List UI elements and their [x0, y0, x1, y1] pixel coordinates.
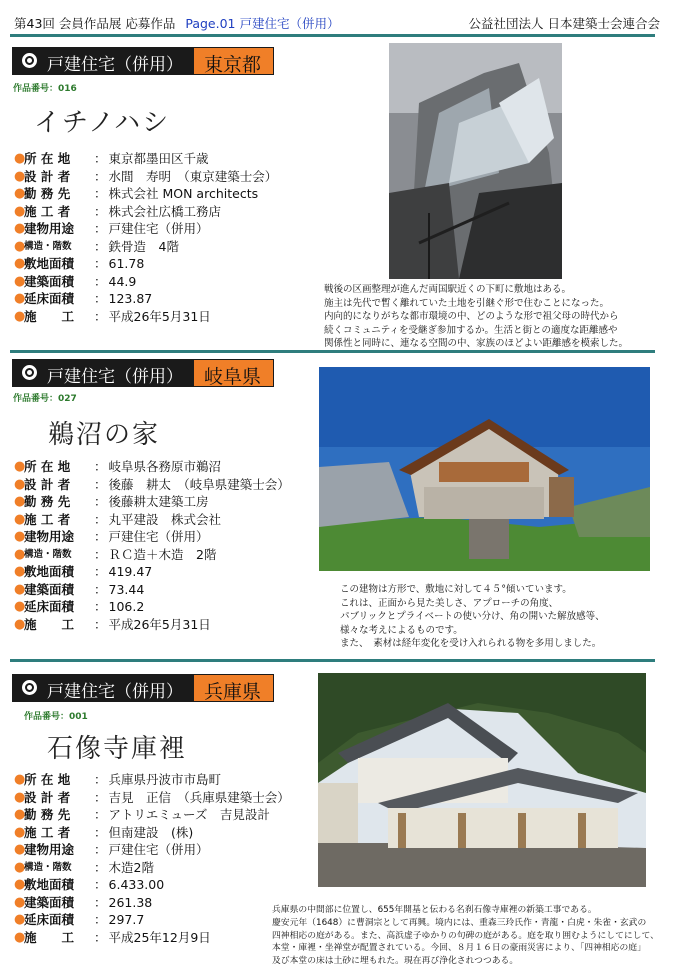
- spec-row: ● 勤 務 先 ： アトリエミューズ 吉見設計: [14, 807, 270, 822]
- spec-row: ● 設 計 者 ： 水間 寿明 （東京建築士会）: [14, 168, 278, 184]
- spec-row: ● 施 工 ： 平成26年5月31日: [14, 308, 211, 324]
- spec-row: ● 敷地面積 ： 61.78: [14, 256, 145, 271]
- exhibition-label: 第43回 会員作品展 応募作品: [14, 16, 176, 31]
- circle-icon: [22, 365, 37, 380]
- category-tag: [12, 47, 274, 75]
- spec-row: ● 建物用途 ： 戸建住宅（併用）: [14, 842, 209, 857]
- spec-row: ● 敷地面積 ： 6.433.00: [14, 877, 165, 892]
- circle-icon: [22, 680, 37, 695]
- spec-row: ● 所 在 地 ： 兵庫県丹波市市島町: [14, 772, 222, 787]
- building-photo: [318, 673, 646, 887]
- spec-row: ● 建物用途 ： 戸建住宅（併用）: [14, 529, 209, 544]
- spec-row: ● 勤 務 先 ： 株式会社 MON architects: [14, 186, 259, 201]
- divider: [10, 350, 655, 353]
- prefecture-label: 東京都: [193, 47, 274, 75]
- work-number: 作品番号：016: [13, 84, 77, 94]
- category-tag: [12, 674, 274, 702]
- description: 兵庫県の中間部に位置し、655年開基と伝わる名刹石像寺庫裡の新築工事である。 慶安元年（1648）に曹洞宗として再興。境内には、重森三玲氏作・青龍・白虎・朱雀・玄武の 四神相応の庭がある。また、高浜虚子ゆかりの句碑の庭がある。庭を取り囲むようにしてにして、 本堂・庫裡・坐禅堂が配置されている。今回、８月１６日の豪雨災害により、「四神相応の庭」 及び本堂の床は土砂に埋もれた。現在再び浄化されつつある。: [272, 905, 659, 967]
- work-title: 鵜沼の家: [48, 420, 161, 450]
- spec-row: ● 施 工 者 ： 株式会社広橋工務店: [14, 203, 222, 219]
- building-photo: [319, 367, 650, 571]
- spec-row: ● 延床面積 ： 106.2: [14, 599, 145, 614]
- work-title: 石像寺庫裡: [47, 734, 188, 764]
- category-label: 戸建住宅（併用）: [47, 367, 183, 387]
- work-number: 作品番号：001: [24, 712, 88, 722]
- divider: [10, 34, 655, 37]
- prefecture-label: 岐阜県: [193, 359, 274, 387]
- category-label: 戸建住宅（併用）: [47, 55, 183, 75]
- category-tag: [12, 359, 274, 387]
- organization-label: 公益社団法人 日本建築士会連合会: [468, 16, 660, 31]
- spec-row: ● 施 工 ： 平成25年12月9日: [14, 929, 211, 945]
- spec-row: ● 設 計 者 ： 後藤 耕太 （岐阜県建築士会）: [14, 476, 290, 492]
- spec-row: ● 施 工 者 ： 但南建設 (株): [14, 824, 194, 840]
- spec-list: [14, 458, 290, 633]
- spec-row: ● 構造・階数 ： ＲＣ造＋木造 2階: [14, 546, 217, 562]
- divider: [10, 659, 655, 662]
- spec-row: ● 構造・階数 ： 木造2階: [14, 859, 154, 875]
- spec-row: ● 所 在 地 ： 東京都墨田区千歳: [14, 151, 209, 166]
- spec-row: ● 建物用途 ： 戸建住宅（併用）: [14, 221, 209, 236]
- spec-list: [14, 771, 290, 946]
- spec-row: ● 建築面積 ： 261.38: [14, 894, 153, 910]
- category-label: 戸建住宅（併用）: [47, 682, 183, 702]
- spec-row: ● 延床面積 ： 297.7: [14, 912, 145, 927]
- spec-row: ● 施 工 ： 平成26年5月31日: [14, 616, 211, 632]
- spec-row: ● 建築面積 ： 73.44: [14, 581, 145, 597]
- spec-row: ● 延床面積 ： 123.87: [14, 291, 153, 306]
- description: 戦後の区画整理が進んだ両国駅近くの下町に敷地はある。 施主は先代で暫く離れていた土地を引継ぐ形で住むことになった。 内向的になりがちな都市環境の中、どのような形で祖父母の時代から 続くコミュニティを受継ぎ参加するか。生活と街との適度な距離感や 関係性と同時に、連なる空間の中、家族のほどよい距離感を模索した。: [324, 284, 629, 350]
- spec-row: ● 設 計 者 ： 吉見 正信 （兵庫県建築士会）: [14, 789, 290, 805]
- building-photo: [389, 43, 562, 279]
- page-header: [10, 12, 690, 34]
- spec-row: ● 所 在 地 ： 岐阜県各務原市鵜沼: [14, 459, 222, 474]
- spec-row: ● 施 工 者 ： 丸平建設 株式会社: [14, 511, 222, 527]
- spec-row: ● 構造・階数 ： 鉄骨造 4階: [14, 238, 179, 254]
- page-label: Page.01 戸建住宅（併用）: [185, 16, 340, 31]
- work-number: 作品番号：027: [13, 394, 77, 404]
- work-title: イチノハシ: [34, 108, 171, 138]
- description: この建物は方形で、敷地に対して４５°傾いています。 これは、正面から見た美しさ、アプローチの角度、 パブリックとプライベートの使い分け、角の開いた解放感等、 様々な考えによるものです。 また、 素材は経年変化を受け入れられる物を多用しました。: [340, 584, 605, 650]
- circle-icon: [22, 53, 37, 68]
- spec-list: [14, 150, 277, 325]
- spec-row: ● 敷地面積 ： 419.47: [14, 564, 153, 579]
- spec-row: ● 建築面積 ： 44.9: [14, 273, 137, 289]
- prefecture-label: 兵庫県: [193, 674, 274, 702]
- spec-row: ● 勤 務 先 ： 後藤耕太建築工房: [14, 494, 209, 509]
